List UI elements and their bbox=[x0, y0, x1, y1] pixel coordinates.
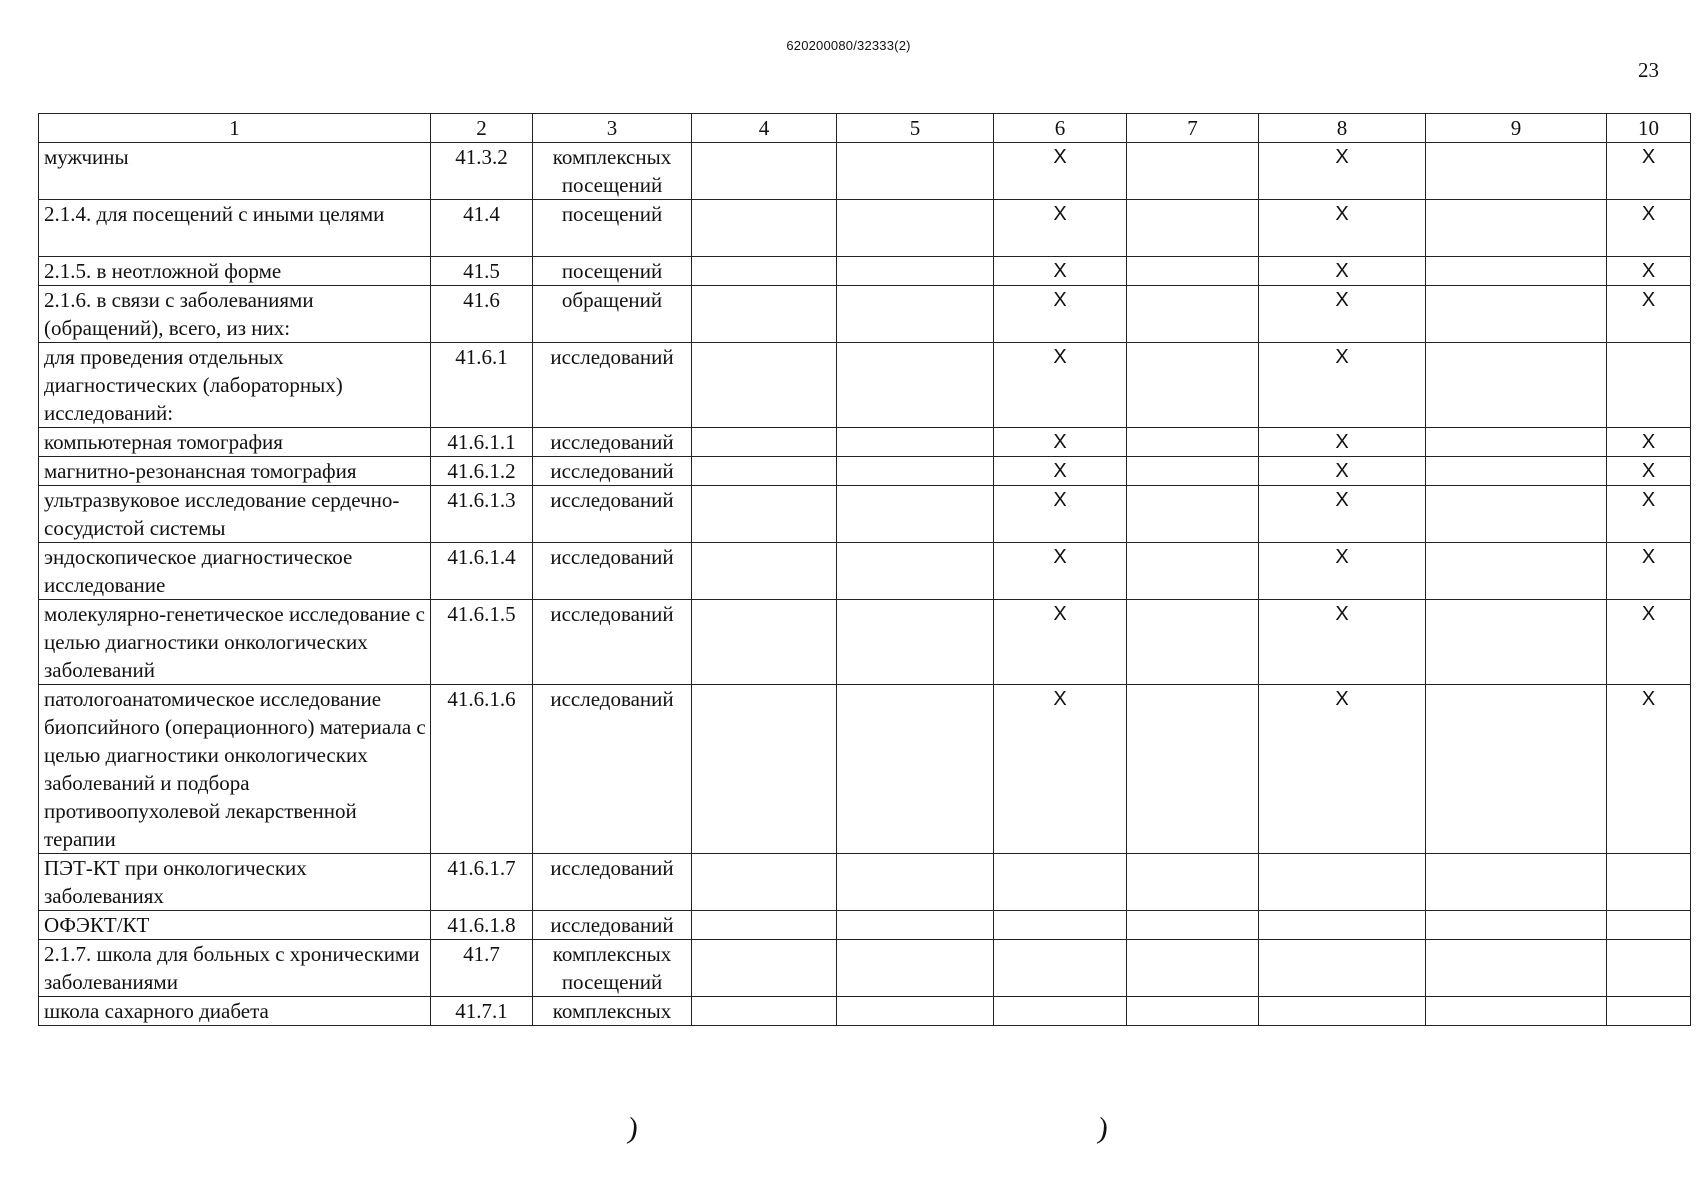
unit-cell: исследований bbox=[533, 600, 692, 685]
value-cell bbox=[1426, 911, 1607, 940]
value-cell bbox=[1426, 486, 1607, 543]
unit-cell: исследований bbox=[533, 911, 692, 940]
table-row bbox=[39, 854, 1691, 911]
table-row bbox=[39, 428, 1691, 457]
value-cell: X bbox=[1259, 286, 1426, 343]
value-cell bbox=[837, 457, 994, 486]
value-cell bbox=[1426, 143, 1607, 200]
row-code-cell: 41.6.1.8 bbox=[431, 911, 533, 940]
value-cell bbox=[1127, 143, 1259, 200]
row-code-cell: 41.4 bbox=[431, 200, 533, 257]
unit-cell: обращений bbox=[533, 286, 692, 343]
value-cell bbox=[1127, 428, 1259, 457]
value-cell bbox=[837, 685, 994, 854]
value-cell bbox=[692, 940, 837, 997]
value-cell bbox=[837, 428, 994, 457]
value-cell bbox=[1127, 543, 1259, 600]
value-cell bbox=[994, 997, 1127, 1026]
table-row bbox=[39, 257, 1691, 286]
value-cell: X bbox=[1259, 257, 1426, 286]
value-cell: X bbox=[994, 543, 1127, 600]
table-row bbox=[39, 457, 1691, 486]
value-cell bbox=[1127, 940, 1259, 997]
value-cell bbox=[692, 997, 837, 1026]
scan-mark-left: ) bbox=[625, 1111, 641, 1146]
column-header: 1 bbox=[39, 114, 431, 143]
column-header: 7 bbox=[1127, 114, 1259, 143]
unit-cell: исследований bbox=[533, 685, 692, 854]
unit-cell: комплексных посещений bbox=[533, 143, 692, 200]
value-cell bbox=[1127, 257, 1259, 286]
value-cell bbox=[1127, 685, 1259, 854]
row-label-cell: патологоанатомическое исследование биопсийного (операционного) материала с целью диагностики онкологических заболеваний и подбора противоопухолевой лекарственной терапии bbox=[39, 685, 431, 854]
value-cell: X bbox=[1607, 486, 1691, 543]
value-cell bbox=[1259, 911, 1426, 940]
row-label-cell: 2.1.5. в неотложной форме bbox=[39, 257, 431, 286]
value-cell: X bbox=[994, 143, 1127, 200]
value-cell bbox=[837, 543, 994, 600]
value-cell bbox=[837, 911, 994, 940]
row-code-cell: 41.6.1.2 bbox=[431, 457, 533, 486]
row-label-cell: молекулярно-генетическое исследование с целью диагностики онкологических заболеваний bbox=[39, 600, 431, 685]
value-cell bbox=[692, 286, 837, 343]
table-row bbox=[39, 286, 1691, 343]
value-cell bbox=[1127, 200, 1259, 257]
value-cell: X bbox=[1259, 143, 1426, 200]
row-code-cell: 41.6.1.5 bbox=[431, 600, 533, 685]
value-cell bbox=[1127, 343, 1259, 428]
row-code-cell: 41.7 bbox=[431, 940, 533, 997]
value-cell bbox=[1426, 685, 1607, 854]
value-cell bbox=[1259, 997, 1426, 1026]
unit-cell: исследований bbox=[533, 343, 692, 428]
value-cell: X bbox=[1259, 543, 1426, 600]
value-cell: X bbox=[1607, 600, 1691, 685]
row-code-cell: 41.3.2 bbox=[431, 143, 533, 200]
value-cell: X bbox=[1607, 143, 1691, 200]
unit-cell: комплексных посещений bbox=[533, 940, 692, 997]
row-label-cell: компьютерная томография bbox=[39, 428, 431, 457]
value-cell bbox=[837, 200, 994, 257]
table-row bbox=[39, 685, 1691, 854]
value-cell: X bbox=[1607, 200, 1691, 257]
value-cell bbox=[1426, 854, 1607, 911]
scan-mark-right: ) bbox=[1095, 1111, 1111, 1146]
value-cell bbox=[692, 854, 837, 911]
unit-cell: исследований bbox=[533, 486, 692, 543]
table-body bbox=[39, 143, 1691, 1026]
value-cell: X bbox=[1607, 286, 1691, 343]
column-header: 5 bbox=[837, 114, 994, 143]
table-row bbox=[39, 911, 1691, 940]
row-code-cell: 41.6.1.3 bbox=[431, 486, 533, 543]
value-cell bbox=[837, 143, 994, 200]
table-row bbox=[39, 997, 1691, 1026]
table-row bbox=[39, 600, 1691, 685]
row-label-cell: 2.1.7. школа для больных с хроническими заболеваниями bbox=[39, 940, 431, 997]
column-header: 10 bbox=[1607, 114, 1691, 143]
value-cell bbox=[1127, 911, 1259, 940]
value-cell bbox=[692, 685, 837, 854]
column-header: 3 bbox=[533, 114, 692, 143]
column-header: 2 bbox=[431, 114, 533, 143]
value-cell bbox=[837, 854, 994, 911]
row-code-cell: 41.5 bbox=[431, 257, 533, 286]
value-cell: X bbox=[1259, 600, 1426, 685]
document-id: 620200080/32333(2) bbox=[786, 38, 911, 53]
column-header: 9 bbox=[1426, 114, 1607, 143]
value-cell: X bbox=[994, 200, 1127, 257]
value-cell bbox=[837, 343, 994, 428]
value-cell bbox=[1127, 457, 1259, 486]
unit-cell: комплексных bbox=[533, 997, 692, 1026]
value-cell bbox=[1426, 600, 1607, 685]
row-label-cell: ультразвуковое исследование сердечно-сосудистой системы bbox=[39, 486, 431, 543]
value-cell: X bbox=[1259, 457, 1426, 486]
value-cell bbox=[837, 940, 994, 997]
row-code-cell: 41.6.1.7 bbox=[431, 854, 533, 911]
row-label-cell: магнитно-резонансная томография bbox=[39, 457, 431, 486]
row-label-cell: 2.1.4. для посещений с иными целями bbox=[39, 200, 431, 257]
table-row bbox=[39, 143, 1691, 200]
value-cell bbox=[1127, 997, 1259, 1026]
value-cell bbox=[1426, 940, 1607, 997]
value-cell: X bbox=[1259, 428, 1426, 457]
value-cell bbox=[692, 143, 837, 200]
value-cell: X bbox=[1607, 543, 1691, 600]
table-row bbox=[39, 200, 1691, 257]
value-cell: X bbox=[1607, 428, 1691, 457]
row-label-cell: 2.1.6. в связи с заболеваниями (обращений), всего, из них: bbox=[39, 286, 431, 343]
value-cell: X bbox=[994, 600, 1127, 685]
value-cell bbox=[1259, 854, 1426, 911]
table-row bbox=[39, 940, 1691, 997]
value-cell bbox=[692, 343, 837, 428]
page-number: 23 bbox=[1638, 58, 1659, 82]
value-cell bbox=[1607, 911, 1691, 940]
value-cell bbox=[692, 428, 837, 457]
value-cell bbox=[837, 286, 994, 343]
unit-cell: исследований bbox=[533, 854, 692, 911]
value-cell bbox=[1426, 457, 1607, 486]
value-cell bbox=[1426, 257, 1607, 286]
unit-cell: исследований bbox=[533, 457, 692, 486]
value-cell: X bbox=[994, 428, 1127, 457]
row-label-cell: эндоскопическое диагностическое исследование bbox=[39, 543, 431, 600]
value-cell bbox=[1259, 940, 1426, 997]
value-cell bbox=[1426, 997, 1607, 1026]
value-cell bbox=[994, 940, 1127, 997]
value-cell: X bbox=[1607, 685, 1691, 854]
value-cell bbox=[994, 854, 1127, 911]
value-cell bbox=[1426, 543, 1607, 600]
value-cell: X bbox=[1259, 200, 1426, 257]
unit-cell: посещений bbox=[533, 257, 692, 286]
value-cell bbox=[1607, 940, 1691, 997]
unit-cell: посещений bbox=[533, 200, 692, 257]
value-cell: X bbox=[994, 257, 1127, 286]
value-cell bbox=[1426, 428, 1607, 457]
value-cell bbox=[837, 486, 994, 543]
value-cell bbox=[1127, 600, 1259, 685]
table-row bbox=[39, 486, 1691, 543]
value-cell bbox=[1127, 486, 1259, 543]
table-row bbox=[39, 343, 1691, 428]
value-cell: X bbox=[994, 286, 1127, 343]
value-cell bbox=[692, 600, 837, 685]
row-label-cell: ОФЭКТ/КТ bbox=[39, 911, 431, 940]
value-cell bbox=[692, 200, 837, 257]
value-cell bbox=[1426, 200, 1607, 257]
value-cell bbox=[692, 911, 837, 940]
unit-cell: исследований bbox=[533, 543, 692, 600]
row-code-cell: 41.6.1.4 bbox=[431, 543, 533, 600]
column-header: 8 bbox=[1259, 114, 1426, 143]
table-row bbox=[39, 543, 1691, 600]
column-header: 6 bbox=[994, 114, 1127, 143]
column-number-row bbox=[39, 114, 1691, 143]
row-code-cell: 41.6 bbox=[431, 286, 533, 343]
column-header: 4 bbox=[692, 114, 837, 143]
row-label-cell: ПЭТ-КТ при онкологических заболеваниях bbox=[39, 854, 431, 911]
value-cell bbox=[1426, 286, 1607, 343]
value-cell: X bbox=[1259, 685, 1426, 854]
value-cell: X bbox=[1259, 486, 1426, 543]
value-cell bbox=[837, 997, 994, 1026]
data-table bbox=[38, 113, 1691, 1026]
value-cell bbox=[692, 486, 837, 543]
value-cell bbox=[692, 543, 837, 600]
value-cell bbox=[837, 257, 994, 286]
value-cell: X bbox=[1607, 257, 1691, 286]
row-label-cell: школа сахарного диабета bbox=[39, 997, 431, 1026]
row-code-cell: 41.7.1 bbox=[431, 997, 533, 1026]
value-cell: X bbox=[994, 343, 1127, 428]
value-cell bbox=[837, 600, 994, 685]
value-cell: X bbox=[994, 486, 1127, 543]
value-cell bbox=[1607, 343, 1691, 428]
row-code-cell: 41.6.1.6 bbox=[431, 685, 533, 854]
value-cell bbox=[1127, 286, 1259, 343]
value-cell bbox=[1426, 343, 1607, 428]
row-label-cell: мужчины bbox=[39, 143, 431, 200]
value-cell: X bbox=[1607, 457, 1691, 486]
row-label-cell: для проведения отдельных диагностических (лабораторных) исследований: bbox=[39, 343, 431, 428]
value-cell: X bbox=[994, 685, 1127, 854]
value-cell bbox=[994, 911, 1127, 940]
value-cell: X bbox=[1259, 343, 1426, 428]
value-cell bbox=[1607, 997, 1691, 1026]
value-cell bbox=[1607, 854, 1691, 911]
value-cell bbox=[692, 457, 837, 486]
row-code-cell: 41.6.1 bbox=[431, 343, 533, 428]
value-cell bbox=[692, 257, 837, 286]
value-cell bbox=[1127, 854, 1259, 911]
unit-cell: исследований bbox=[533, 428, 692, 457]
row-code-cell: 41.6.1.1 bbox=[431, 428, 533, 457]
value-cell: X bbox=[994, 457, 1127, 486]
